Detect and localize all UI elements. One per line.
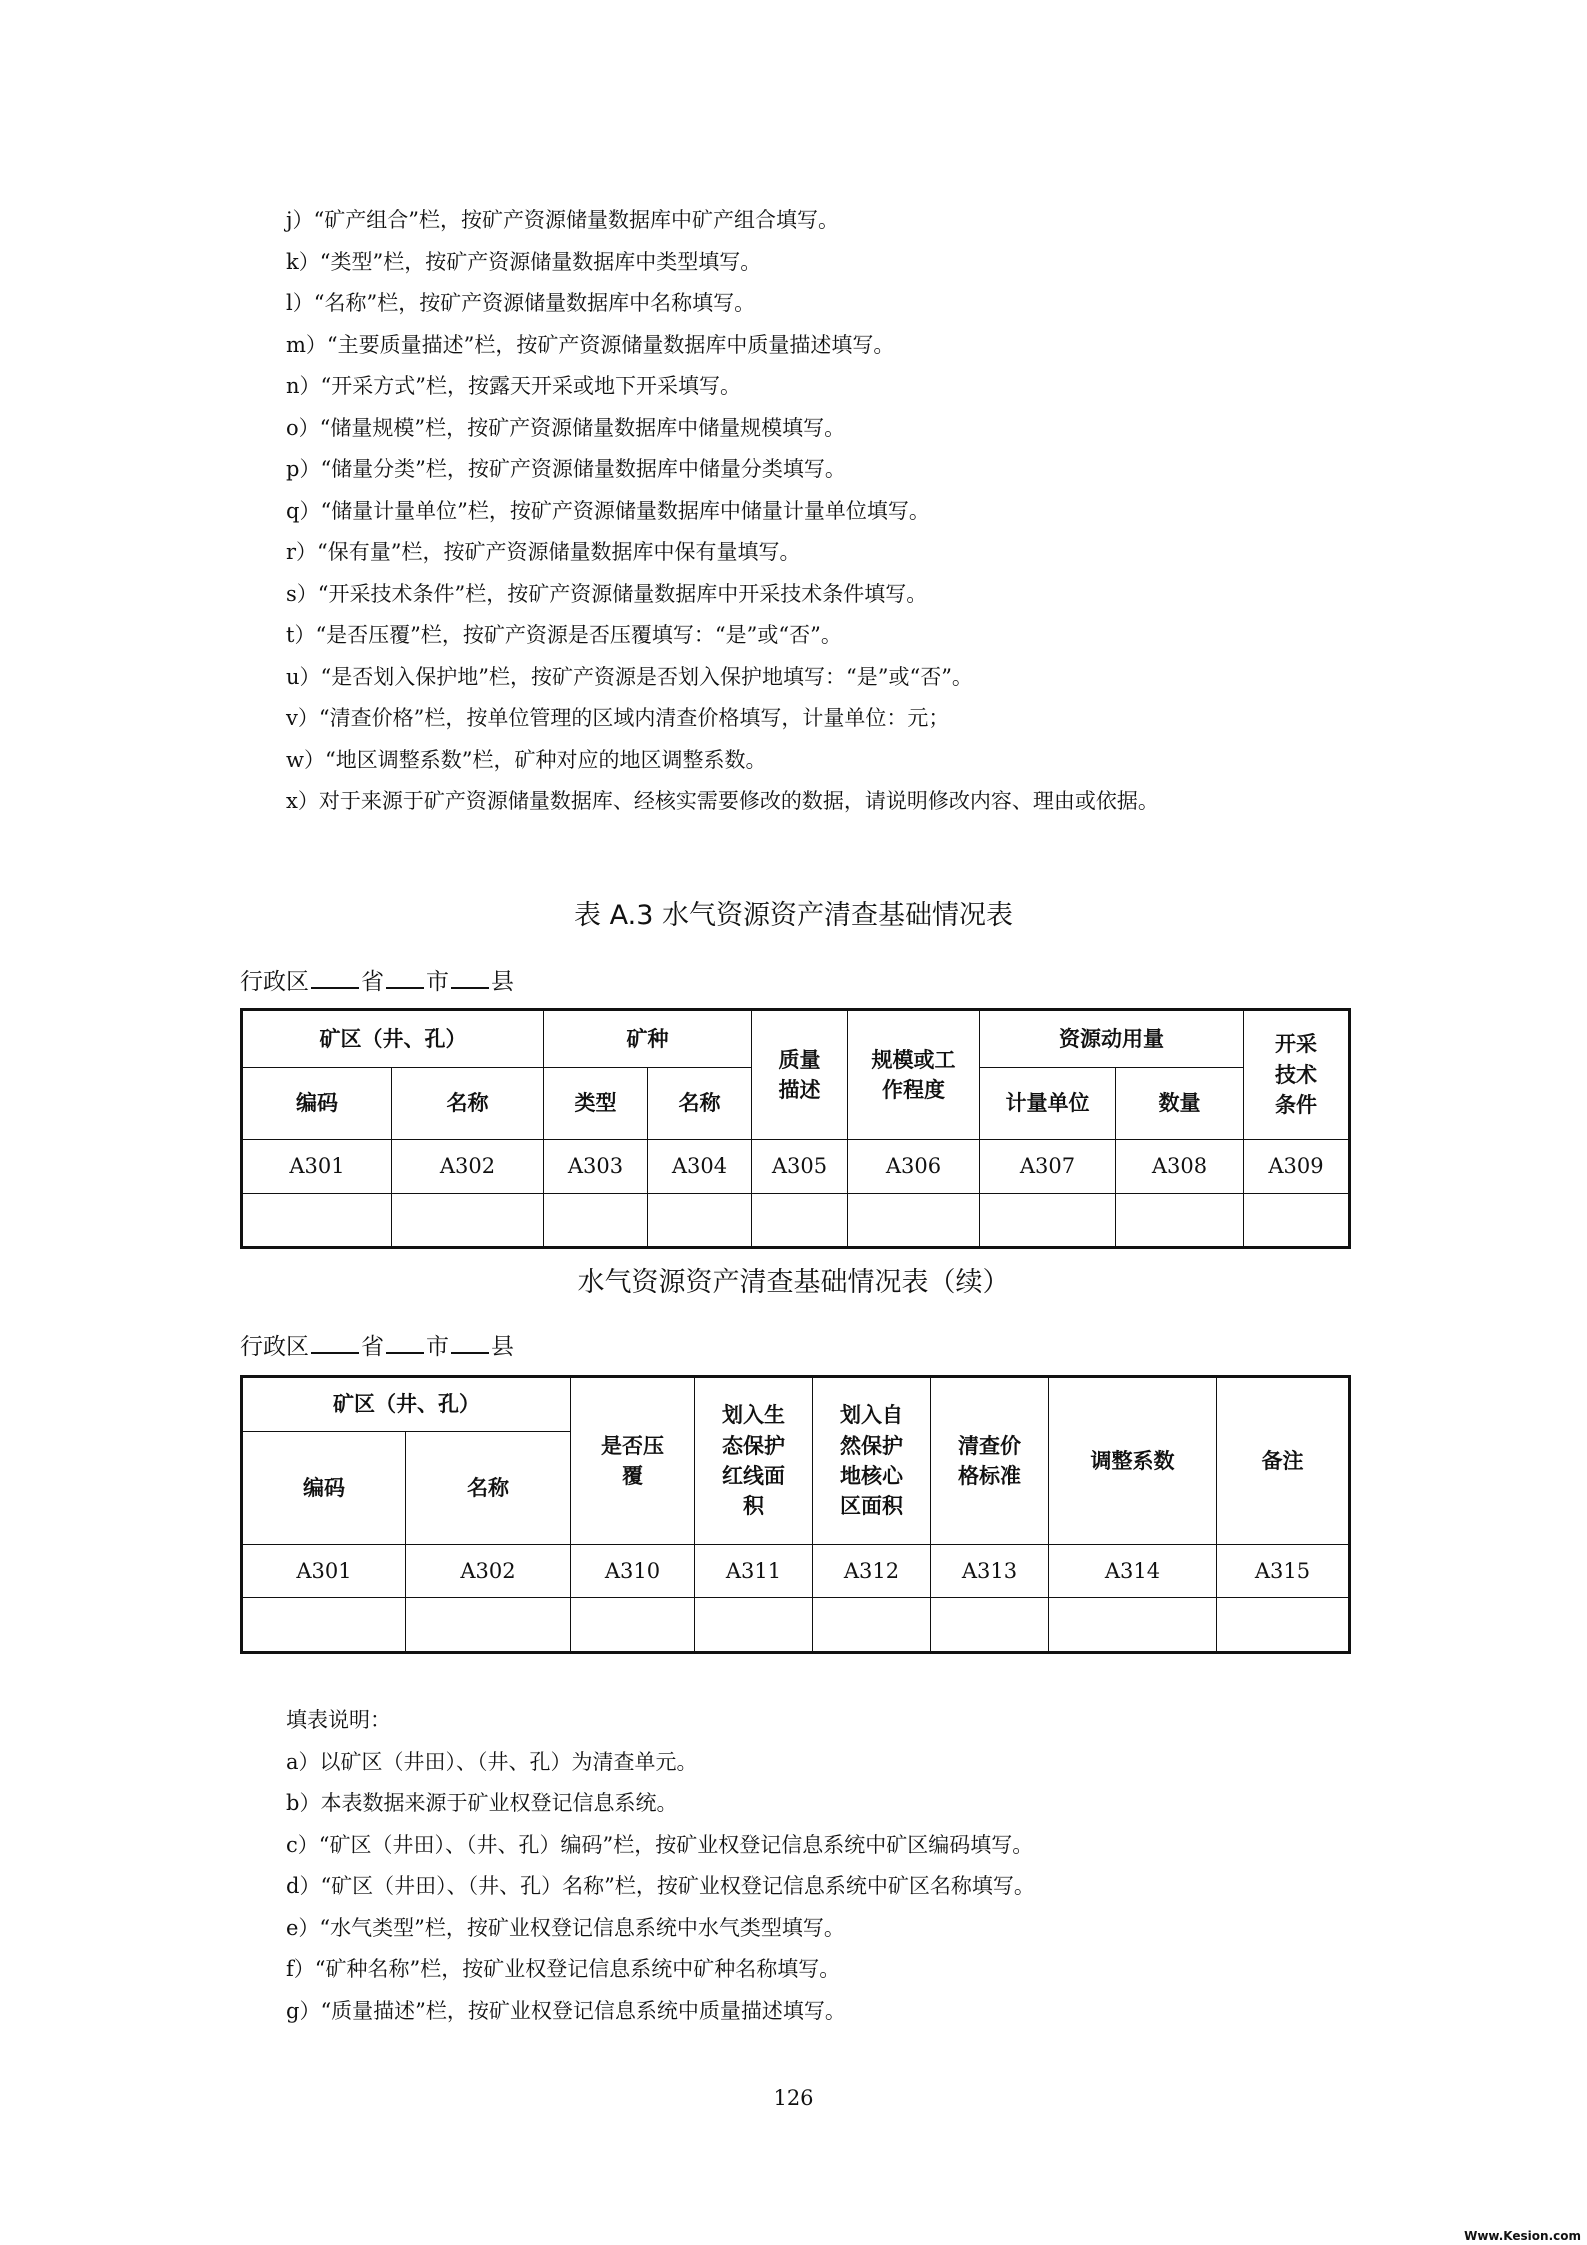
header-covered [571, 1377, 695, 1545]
instruction-item: r）“保有量”栏，按矿产资源储量数据库中保有量填写。 [286, 540, 801, 564]
county-blank [451, 1330, 489, 1354]
header-mineral-name: 名称 [648, 1068, 752, 1140]
instruction-item: u）“是否划入保护地”栏，按矿产资源是否划入保护地填写：“是”或“否”。 [286, 664, 973, 689]
province-blank [311, 965, 359, 989]
instruction-item: t）“是否压覆”栏，按矿产资源是否压覆填写：“是”或“否”。 [286, 623, 842, 647]
header-unit: 计量单位 [980, 1068, 1116, 1140]
header-mineral: 矿种 [544, 1010, 752, 1068]
instruction-item: l）“名称”栏，按矿产资源储量数据库中名称填写。 [286, 291, 756, 315]
note-item: b）本表数据来源于矿业权登记信息系统。 [286, 1791, 678, 1815]
region-province: 省 [361, 1334, 384, 1360]
instruction-item: x）对于来源于矿产资源储量数据库、经核实需要修改的数据，请说明修改内容、理由或依据。 [286, 789, 1159, 813]
code-cell: A310 [571, 1545, 695, 1598]
header-code: 编码 [242, 1432, 406, 1545]
code-cell: A312 [813, 1545, 931, 1598]
empty-cell[interactable] [392, 1194, 544, 1248]
region-prefix: 行政区 [240, 969, 309, 995]
note-item: a）以矿区（井田）、（井、孔）为清查单元。 [286, 1749, 698, 1774]
code-cell: A314 [1049, 1545, 1217, 1598]
code-cell: A307 [980, 1140, 1116, 1194]
county-blank [451, 965, 489, 989]
table2 [240, 1375, 1351, 1654]
header-mining-conditions-text: 开采技术条件 [1275, 1032, 1317, 1118]
header-scale-text: 规模或工作程度 [871, 1047, 956, 1102]
instruction-item: k）“类型”栏，按矿产资源储量数据库中类型填写。 [286, 249, 762, 274]
empty-cell[interactable] [1244, 1194, 1350, 1248]
table2-title: 水气资源资产清查基础情况表（续） [577, 1267, 1010, 1298]
header-quality-text: 质量描述 [778, 1047, 821, 1102]
region-city: 市 [426, 969, 449, 995]
header-eco-redline [695, 1377, 813, 1545]
table1-title: 表 A.3 水气资源资产清查基础情况表 [574, 900, 1013, 931]
header-mining-conditions [1244, 1010, 1350, 1140]
header-nature-core-text: 划入自然保护地核心区面积 [839, 1403, 903, 1519]
code-cell: A301 [242, 1140, 392, 1194]
empty-cell[interactable] [242, 1194, 392, 1248]
empty-cell[interactable] [648, 1194, 752, 1248]
instruction-item: s）“开采技术条件”栏，按矿产资源储量数据库中开采技术条件填写。 [286, 581, 928, 606]
empty-cell[interactable] [813, 1598, 931, 1653]
note-item: f）“矿种名称”栏，按矿业权登记信息系统中矿种名称填写。 [286, 1957, 841, 1981]
code-cell: A302 [406, 1545, 571, 1598]
instruction-item: w）“地区调整系数”栏，矿种对应的地区调整系数。 [286, 747, 767, 772]
code-cell: A315 [1217, 1545, 1350, 1598]
code-cell: A304 [648, 1140, 752, 1194]
city-blank [386, 1330, 424, 1354]
header-coefficient: 调整系数 [1049, 1377, 1217, 1545]
header-price [931, 1377, 1049, 1545]
region-county: 县 [491, 969, 514, 995]
table1-region-line [240, 963, 514, 996]
region-prefix: 行政区 [240, 1334, 309, 1360]
header-price-text: 清查价格标准 [957, 1433, 1021, 1488]
instruction-item: o）“储量规模”栏，按矿产资源储量数据库中储量规模填写。 [286, 415, 846, 440]
header-covered-text: 是否压覆 [600, 1433, 664, 1488]
instruction-item: p）“储量分类”栏，按矿产资源储量数据库中储量分类填写。 [286, 457, 846, 481]
instruction-item: q）“储量计量单位”栏，按矿产资源储量数据库中储量计量单位填写。 [286, 498, 930, 523]
header-resource-usage: 资源动用量 [980, 1010, 1244, 1068]
code-cell: A305 [752, 1140, 848, 1194]
empty-cell[interactable] [242, 1598, 406, 1653]
header-mining-area: 矿区（井、孔） [242, 1010, 544, 1068]
note-item: e）“水气类型”栏，按矿业权登记信息系统中水气类型填写。 [286, 1915, 845, 1940]
empty-cell[interactable] [931, 1598, 1049, 1653]
instructions-list [286, 200, 1386, 823]
header-code: 编码 [242, 1068, 392, 1140]
header-scale [848, 1010, 980, 1140]
province-blank [311, 1330, 359, 1354]
instruction-item: n）“开采方式”栏，按露天开采或地下开采填写。 [286, 374, 741, 398]
empty-cell[interactable] [1116, 1194, 1244, 1248]
fill-instructions [286, 1700, 1386, 2032]
note-item: c）“矿区（井田）、（井、孔）编码”栏，按矿业权登记信息系统中矿区编码填写。 [286, 1832, 1034, 1857]
note-item: g）“质量描述”栏，按矿业权登记信息系统中质量描述填写。 [286, 1998, 846, 2023]
header-type: 类型 [544, 1068, 648, 1140]
region-province: 省 [361, 969, 384, 995]
header-quantity: 数量 [1116, 1068, 1244, 1140]
header-name: 名称 [406, 1432, 571, 1545]
city-blank [386, 965, 424, 989]
empty-cell[interactable] [571, 1598, 695, 1653]
header-mining-area: 矿区（井、孔） [242, 1377, 571, 1432]
watermark: Www.Kesion.com [1464, 2229, 1581, 2243]
code-cell: A302 [392, 1140, 544, 1194]
empty-cell[interactable] [1049, 1598, 1217, 1653]
header-eco-redline-text: 划入生态保护红线面积 [721, 1403, 785, 1519]
empty-cell[interactable] [752, 1194, 848, 1248]
empty-cell[interactable] [1217, 1598, 1350, 1653]
code-cell: A311 [695, 1545, 813, 1598]
table1 [240, 1008, 1351, 1249]
note-item: d）“矿区（井田）、（井、孔）名称”栏，按矿业权登记信息系统中矿区名称填写。 [286, 1874, 1035, 1898]
notes-header: 填表说明： [286, 1708, 391, 1732]
instruction-item: j）“矿产组合”栏，按矿产资源储量数据库中矿产组合填写。 [286, 208, 839, 232]
empty-cell[interactable] [544, 1194, 648, 1248]
header-remarks: 备注 [1217, 1377, 1350, 1545]
region-county: 县 [491, 1334, 514, 1360]
header-nature-core [813, 1377, 931, 1545]
code-cell: A309 [1244, 1140, 1350, 1194]
code-cell: A303 [544, 1140, 648, 1194]
table2-region-line [240, 1328, 514, 1361]
instruction-item: m）“主要质量描述”栏，按矿产资源储量数据库中质量描述填写。 [286, 332, 895, 357]
page-number: 126 [773, 2086, 814, 2110]
code-cell: A308 [1116, 1140, 1244, 1194]
instruction-item: v）“清查价格”栏，按单位管理的区域内清查价格填写，计量单位：元； [286, 706, 950, 730]
code-cell: A301 [242, 1545, 406, 1598]
empty-cell[interactable] [406, 1598, 571, 1653]
region-city: 市 [426, 1334, 449, 1360]
code-cell: A306 [848, 1140, 980, 1194]
empty-cell[interactable] [848, 1194, 980, 1248]
header-quality [752, 1010, 848, 1140]
empty-cell[interactable] [695, 1598, 813, 1653]
empty-cell[interactable] [980, 1194, 1116, 1248]
header-name: 名称 [392, 1068, 544, 1140]
code-cell: A313 [931, 1545, 1049, 1598]
